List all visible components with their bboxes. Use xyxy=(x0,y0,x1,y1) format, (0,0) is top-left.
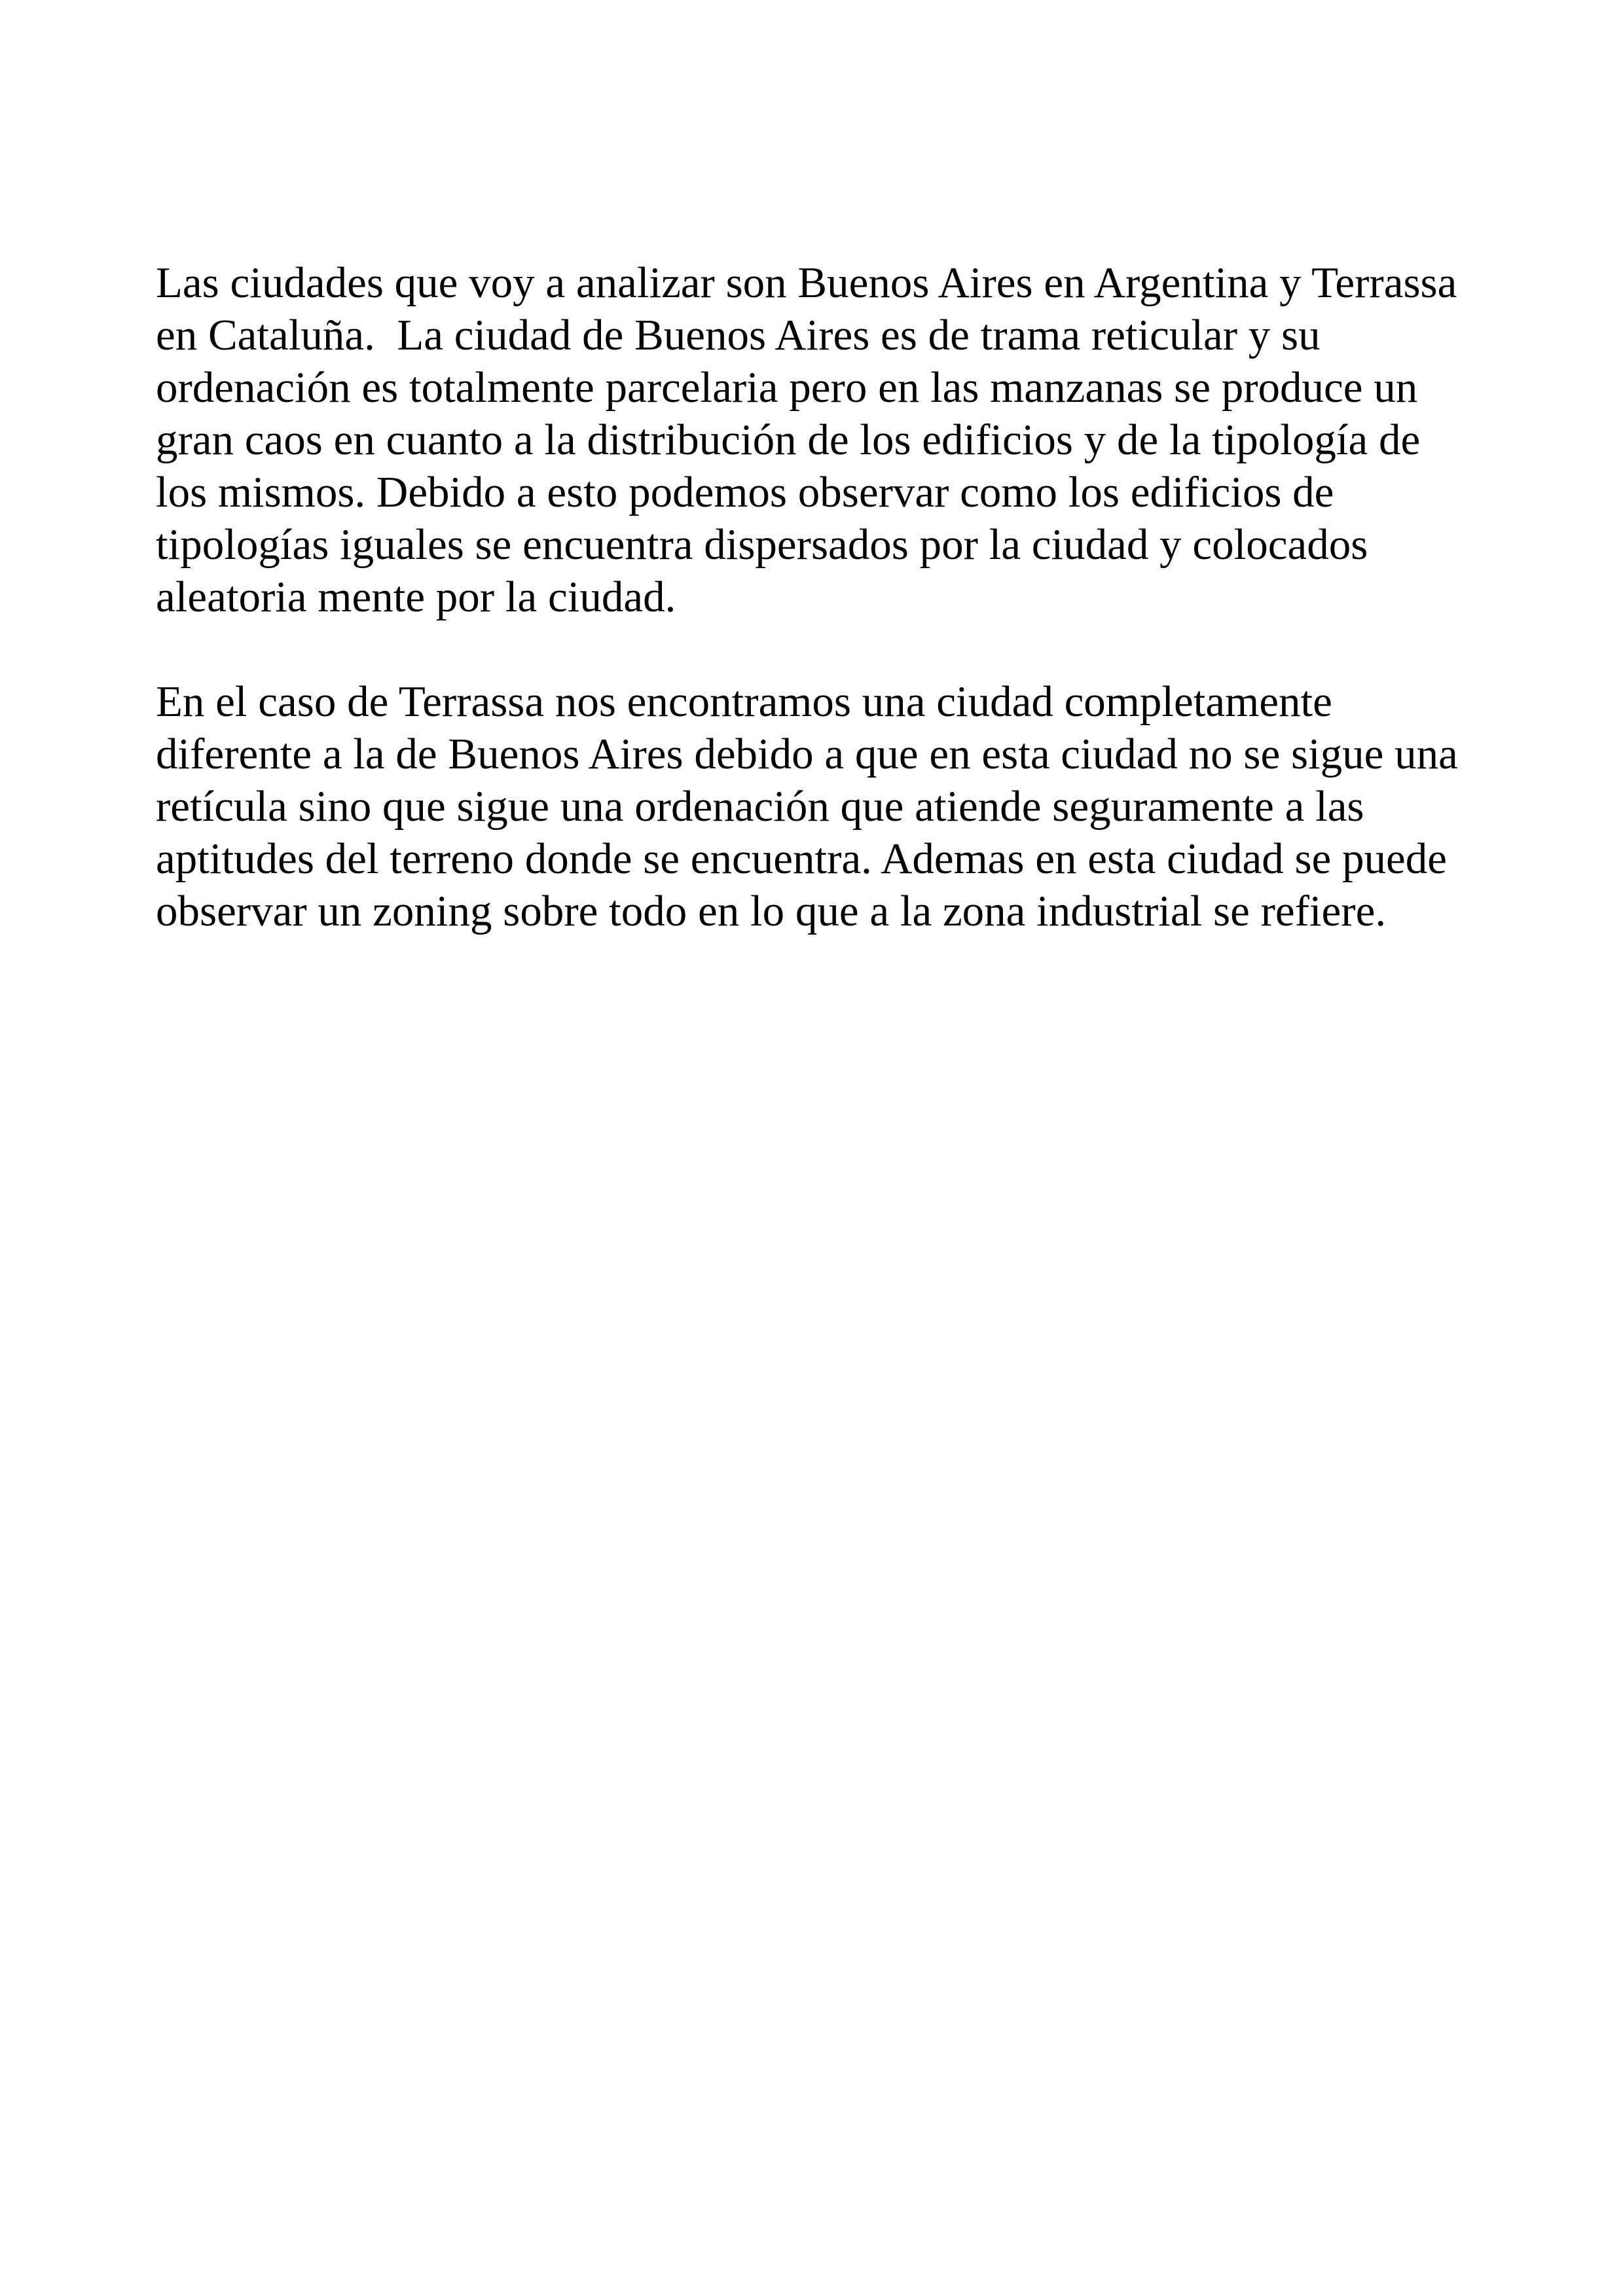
text-line: ordenación es totalmente parcelaria pero en las manzanas se produce un xyxy=(156,363,1418,412)
text-line: observar un zoning sobre todo en lo que a la zona industrial se refiere. xyxy=(156,887,1387,935)
paragraph-buenos-aires xyxy=(156,257,1504,623)
text-line: diferente a la de Buenos Aires debido a que en esta ciudad no se sigue una xyxy=(156,730,1458,778)
text-line: Las ciudades que voy a analizar son Buenos Aires en Argentina y Terrassa xyxy=(156,259,1457,307)
paragraph-terrassa xyxy=(156,675,1504,937)
text-line: retícula sino que sigue una ordenación que atiende seguramente a las xyxy=(156,782,1364,831)
document-body xyxy=(156,257,1504,937)
text-line: tipologías iguales se encuentra dispersados por la ciudad y colocados xyxy=(156,520,1368,569)
text-line: En el caso de Terrassa nos encontramos una ciudad completamente xyxy=(156,677,1332,726)
text-line: los mismos. Debido a esto podemos observar como los edificios de xyxy=(156,468,1334,516)
text-line: aptitudes del terreno donde se encuentra. Ademas en esta ciudad se puede xyxy=(156,834,1448,883)
text-line: gran caos en cuanto a la distribución de los edificios y de la tipología de xyxy=(156,416,1421,464)
paragraph-spacer xyxy=(156,623,1504,675)
text-line: en Cataluña. La ciudad de Buenos Aires es de trama reticular y su xyxy=(156,311,1321,359)
text-line: aleatoria mente por la ciudad. xyxy=(156,573,676,621)
